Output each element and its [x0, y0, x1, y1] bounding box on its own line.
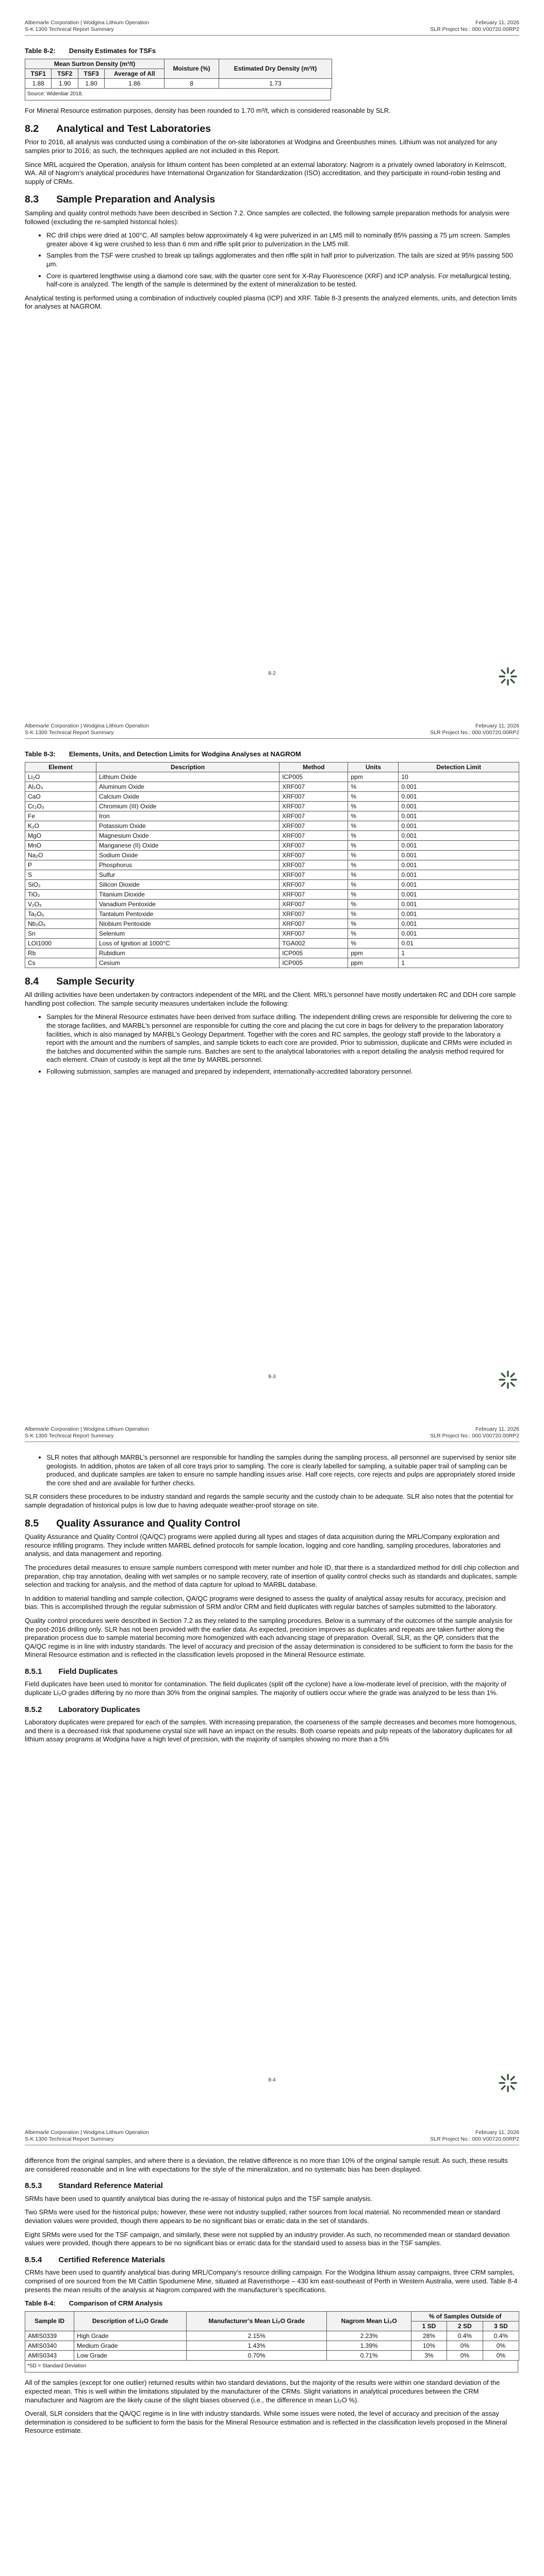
slr-logo-icon: [498, 1369, 518, 1390]
table-cell: Sn: [25, 928, 96, 938]
table-cell: 0.001: [399, 811, 519, 821]
table-row: [25, 958, 519, 968]
table-cell: Selenium: [96, 928, 279, 938]
col-header-dry-density: Estimated Dry Density (m³/t): [219, 59, 332, 78]
table-cell: 1.90: [52, 78, 78, 88]
list-item: • Samples from the TSF were crushed to break up tailings agglomerates and then riffle split in half prior to pulverization. The tails are sized at 95% passing 500 μm.: [46, 251, 519, 268]
header-project: SLR Project No.: 000.V00720.00RP2: [430, 730, 519, 736]
section-title: Sample Preparation and Analysis: [56, 194, 216, 206]
table-source: Source: Widenbar 2018.: [25, 89, 331, 101]
table-row: [25, 782, 519, 791]
table-row: [25, 2331, 519, 2341]
section-number: 8.3: [25, 194, 39, 206]
col-header-description: Description of Li₂O Grade: [74, 2311, 187, 2331]
table-caption-number: Table 8-3:: [25, 750, 56, 758]
paragraph: All drilling activities have been undertaken by contractors independent of the MRL and the Client. MRL’s personnel have mostly undertaken RC and DDH core sample handling post collection. The sample security measures undertaken include the following:: [25, 991, 516, 1007]
header-company: Albemarle Corporation | Wodgina Lithium Operation: [25, 2129, 149, 2136]
table-cell: Titanium Dioxide: [96, 889, 279, 899]
table-row: [25, 811, 519, 821]
table-cell: Cs: [25, 958, 96, 968]
table-cell: Aluminum Oxide: [96, 782, 279, 791]
subsection-number: 8.5.4: [25, 2255, 42, 2264]
table-cell: 1: [399, 958, 519, 968]
table-cell: %: [348, 821, 399, 831]
table-row: [25, 2341, 519, 2350]
table-cell: Rb: [25, 948, 96, 958]
table-cell: %: [348, 928, 399, 938]
table-cell: Iron: [96, 811, 279, 821]
table-cell: %: [348, 791, 399, 801]
header-project: SLR Project No.: 000.V00720.00RP2: [430, 26, 519, 32]
col-header-3sd: 3 SD: [483, 2321, 519, 2331]
table-cell: 0.001: [399, 899, 519, 909]
section-heading: [25, 977, 519, 986]
header-date: February 11, 2026: [475, 1426, 519, 1432]
table-cell: 0.70%: [187, 2350, 327, 2360]
table-cell: %: [348, 938, 399, 948]
table-cell: 0.001: [399, 860, 519, 870]
paragraph: The procedures detail measures to ensure sample numbers correspond with meter number and hole ID, that there is a standardized method for drill chip collection and preparation, chip tray annotation, dealing with wet samples or no sample recovery, rate of insertion of quality control checks such as standards and duplicates, sample selection and tracking for analysis, and the method of data capture for upload to MARBL database.: [25, 1563, 519, 1589]
col-header-nagrom-mean: Nagrom Mean Li₂O: [327, 2311, 411, 2331]
table-cell: Cr₂O₃: [25, 801, 96, 811]
paragraph: Analytical testing is performed using a combination of inductively coupled plasma (ICP) and XRF. Table 8-3 presents the analyzed elements, units, and detection limits for analyses at NAGROM.: [25, 294, 517, 311]
table-cell: 0.001: [399, 821, 519, 831]
table-cell: 1.43%: [187, 2341, 327, 2350]
paragraph: Overall, SLR considers that the QA/QC regime is in line with industry standards. While some issues were noted, the level of accuracy and precision of the assay determination is considered to be sufficient to form the basis for the Mineral Resource estimation and is reflected in the classification levels proposed in the Mineral Resource estimate.: [25, 2410, 507, 2435]
table-cell: Fe: [25, 811, 96, 821]
table-row: [25, 821, 519, 831]
table-cell: %: [348, 840, 399, 850]
table-cell: XRF007: [279, 840, 348, 850]
table-row: [25, 791, 519, 801]
bullet-list: [25, 1453, 519, 1487]
table-cell: Silicon Dioxide: [96, 879, 279, 889]
table-cell: 10%: [411, 2341, 447, 2350]
table-row: [25, 938, 519, 948]
table-cell: ICP005: [279, 948, 348, 958]
table-cell: XRF007: [279, 879, 348, 889]
table-cell: 1.39%: [327, 2341, 411, 2350]
table-cell: Al₂O₃: [25, 782, 96, 791]
header-company: Albemarle Corporation | Wodgina Lithium Operation: [25, 723, 149, 729]
slr-logo-icon: [498, 666, 518, 687]
table-cell: %: [348, 860, 399, 870]
crm-table: [25, 2311, 519, 2361]
subsection-heading: [25, 2256, 519, 2265]
table-cell: Phosphorus: [96, 860, 279, 870]
table-row: [25, 801, 519, 811]
table-cell: XRF007: [279, 860, 348, 870]
table-cell: %: [348, 889, 399, 899]
col-header-moisture: Moisture (%): [164, 59, 219, 78]
subsection-number: 8.5.2: [25, 1705, 42, 1714]
page-8-5: [0, 2110, 544, 2576]
table-caption-number: Table 8-4:: [25, 2299, 56, 2308]
table-cell: 1.73: [219, 78, 332, 88]
table-cell: 0.001: [399, 831, 519, 840]
table-cell: %: [348, 870, 399, 879]
page-8-3: [0, 703, 544, 1406]
table-cell: XRF007: [279, 899, 348, 909]
section-heading: [25, 195, 519, 204]
section-title: Quality Assurance and Quality Control: [56, 1517, 240, 1529]
table-cell: CaO: [25, 791, 96, 801]
table-cell: XRF007: [279, 928, 348, 938]
table-cell: %: [348, 850, 399, 860]
subsection-heading: [25, 1668, 519, 1676]
table-cell: V₂O₅: [25, 899, 96, 909]
col-header: Units: [348, 762, 399, 772]
elements-table: [25, 762, 519, 968]
col-header: Detection Limit: [399, 762, 519, 772]
table-cell: 0%: [447, 2341, 483, 2350]
paragraph: Eight SRMs were used for the TSF campaign, and similarly, these were not supplied by an industry provider. As such, no recommended mean or standard deviation values were provided, though there appears to be no significant bias or erratic data for the standard used to assess bias in the TSF samples.: [25, 2230, 510, 2247]
table-cell: 0.001: [399, 782, 519, 791]
subsection-number: 8.5.3: [25, 2181, 42, 2191]
paragraph: Prior to 2016, all analysis was conducted using a combination of the on-site laboratories at Wodgina and Greenbushes mines. Lithium was not analyzed for any samples prior to 2016; as such, the techniques applied are not included in this Report.: [25, 138, 498, 155]
col-header: Method: [279, 762, 348, 772]
table-row: [25, 831, 519, 840]
section-heading: [25, 1519, 519, 1528]
table-cell: ppm: [348, 958, 399, 968]
table-row: [25, 840, 519, 850]
table-caption-title: Elements, Units, and Detection Limits for Wodgina Analyses at NAGROM: [69, 750, 301, 758]
page-header: [25, 20, 519, 36]
table-cell: %: [348, 782, 399, 791]
page-number: 8-3: [268, 1374, 276, 1380]
table-caption-title: Comparison of CRM Analysis: [69, 2299, 163, 2308]
table-cell: 0.001: [399, 870, 519, 879]
col-header-tsf1: TSF1: [25, 69, 52, 78]
col-header-mean-density: Mean Surtron Density (m³/t): [25, 59, 164, 69]
table-note: *SD = Standard Deviation: [25, 2361, 518, 2373]
table-cell: 0.001: [399, 801, 519, 811]
table-cell: AMIS0339: [25, 2331, 74, 2341]
table-row: [25, 870, 519, 879]
table-cell: ICP005: [279, 958, 348, 968]
table-cell: 1.86: [105, 78, 164, 88]
list-item: • RC drill chips were dried at 100°C. All samples below approximately 4 kg were pulverized in an LM5 mill to nominally 85% passing a 75 μm screen. Samples greater above 4 kg were crushed to less than 6 mm and riffle split prior to pulverization in the LM5 mill.: [46, 231, 519, 248]
header-company: Albemarle Corporation | Wodgina Lithium Operation: [25, 1426, 149, 1432]
table-cell: Magnesium Oxide: [96, 831, 279, 840]
table-cell: 0.71%: [327, 2350, 411, 2360]
page-header: [25, 723, 519, 739]
table-cell: XRF007: [279, 782, 348, 791]
table-cell: XRF007: [279, 850, 348, 860]
table-caption-number: Table 8-2:: [25, 47, 56, 55]
table-cell: %: [348, 879, 399, 889]
subsection-heading: [25, 2182, 519, 2191]
paragraph: Field duplicates have been used to monitor for contamination. The field duplicates (split off the cyclone) have a low-moderate level of precision, with the majority of duplicate Li₂O grades differing by no more than 30% from the original samples. The majority of outliers occur where the grade was analyzed to be less than 1%.: [25, 1680, 506, 1697]
paragraph: Quality control procedures were described in Section 7.2 as they related to the sampling procedures. Below is a summary of the outcomes of the sample analysis for the post-2016 drilling only. SLR has not been provided with the earlier data. As expected, precision improves as duplicates and repeats are taken further along the preparation process due to sample material becoming more homogenized with each advancing stage of preparation. Overall, SLR, as the QP, considers that the QA/QC regime is in line with industry standards. The level of accuracy and precision of the assay determination is considered to be sufficient to form the basis for the Mineral Resource estimation and is reflected in the classification levels proposed in the Mineral Resource estimate.: [25, 1616, 513, 1659]
header-company: Albemarle Corporation | Wodgina Lithium Operation: [25, 20, 149, 26]
paragraph: For Mineral Resource estimation purposes, density has been rounded to 1.70 m³/t, which is considered reasonable by SLR.: [25, 107, 391, 115]
col-header-tsf2: TSF2: [52, 69, 78, 78]
table-cell: XRF007: [279, 919, 348, 928]
list-item: • Following submission, samples are managed and prepared by independent, internationally-accredited laboratory personnel.: [46, 1067, 519, 1076]
table-cell: Tantalum Pentoxide: [96, 909, 279, 919]
paragraph: SRMs have been used to quantify analytical bias during the re-assay of historical pulps and the TSF sample analysis.: [25, 2194, 372, 2202]
header-report: S-K 1300 Technical Report Summary: [25, 26, 114, 32]
table-cell: ICP005: [279, 772, 348, 782]
list-item: • SLR notes that although MARBL’s personnel are responsible for handling the samples during the sampling process, all personnel are supervised by senior site geologists. In addition, photos are taken of all core trays prior to sampling. The core is clearly labelled for sampling, a suitable paper trail of sampling can be produced, and duplicate samples are taken to ensure no sample handling issues arise. Half core rejects, core rejects and pulps are appropriately stored inside the core shed and are available for further checks.: [46, 1453, 519, 1487]
table-caption: [25, 2299, 519, 2308]
subsection-title: Laboratory Duplicates: [58, 1705, 140, 1714]
table-cell: 3%: [411, 2350, 447, 2360]
table-row: [25, 928, 519, 938]
table-cell: XRF007: [279, 870, 348, 879]
table-cell: 0.001: [399, 840, 519, 850]
table-cell: Manganese (II) Oxide: [96, 840, 279, 850]
col-header-1sd: 1 SD: [411, 2321, 447, 2331]
paragraph: Two SRMs were used for the historical pulps; however, these were not industry supplied, rather sources from local material. No recommended mean or standard deviation values were provided, though there appears to be no significant bias or erratic data in the set of standards.: [25, 2208, 500, 2225]
section-number: 8.4: [25, 975, 39, 987]
table-cell: XRF007: [279, 811, 348, 821]
table-cell: XRF007: [279, 831, 348, 840]
table-cell: 2.23%: [327, 2331, 411, 2341]
paragraph: All of the samples (except for one outlier) returned results within two standard deviations, but the majority of the results were within one standard deviation of the expected mean. This is well within the limitations stipulated by the manufacturer of the CRMs. Slight variations in analytical procedures between the CRM manufacturer and Nagrom are the likely cause of the slight biases observed (i.e., the difference in mean Li₂O %).: [25, 2379, 500, 2404]
col-header-2sd: 2 SD: [447, 2321, 483, 2331]
table-cell: Medium Grade: [74, 2341, 187, 2350]
table-cell: MnO: [25, 840, 96, 850]
header-project: SLR Project No.: 000.V00720.00RP2: [430, 1433, 519, 1439]
table-cell: 8: [164, 78, 219, 88]
table-cell: Niobium Pentoxide: [96, 919, 279, 928]
paragraph: Quality Assurance and Quality Control (QA/QC) programs were applied during all types and stages of data acquisition during the MRL/Company exploration and resource infilling programs. They include written MARBL defined protocols for sample location, logging and core handling, sampling procedures, laboratories and analysis, and data management and reporting.: [25, 1533, 501, 1558]
table-cell: 28%: [411, 2331, 447, 2341]
table-cell: Vanadium Pentoxide: [96, 899, 279, 909]
table-cell: 0.01: [399, 938, 519, 948]
table-cell: 10: [399, 772, 519, 782]
table-cell: 0.001: [399, 909, 519, 919]
subsection-title: Field Duplicates: [58, 1667, 118, 1676]
density-table: [25, 59, 332, 89]
paragraph: CRMs have been used to quantify analytical bias during MRL/Company’s resource drilling campaign. For the Wodgina lithium assay campaigns, three CRM samples, comprised of ore sourced from the Mt Cattlin Spodumene Mine, situated at Ravensthorpe – 430 km east-southeast of Perth in Western Australia, were used. Table 8-4 presents the mean results of the analysis at Nagrom compared with the manufacturer’s specifications.: [25, 2268, 518, 2294]
table-cell: 0.001: [399, 889, 519, 899]
table-cell: Nb₂O₅: [25, 919, 96, 928]
table-cell: Rubidium: [96, 948, 279, 958]
list-item: • Samples for the Mineral Resource estimates have been derived from surface drilling. The independent drilling crews are responsible for delivering the core to the storage facilities, and MARBL’s personnel are responsible for cutting the core and placing the cut core in bags for delivery to the preparation laboratory facilities, which is also managed by MARBL’s Geology Department. Together with the cores and RC samples, the geology staff provide to the laboratory a report with the amount and the numbers of samples, and sample tickets to each core are provided. Prior to submission, duplicate and CRMs were included in the batches and documented within the sample runs. Batches are sent to the analytical laboratories with a report detailing the analysis method required for each element. Chain of custody is kept all the time by MARBL personnel.: [46, 1013, 519, 1064]
table-cell: Ta₂O₅: [25, 909, 96, 919]
col-header-manufacturer-mean: Manufacturer’s Mean Li₂O Grade: [187, 2311, 327, 2331]
paragraph: Laboratory duplicates were prepared for each of the samples. With increasing preparation, the coarseness of the sample decreases and becomes more homogenous, and there is a decreased risk that spodumene crystal size will have an impact on the results. Both coarse repeats and pulp repeats of the laboratory duplicates for all lithium assay programs at Wodgina have a high level of precision, with the majority of samples showing no more than a 5%: [25, 1718, 517, 1743]
table-cell: Potassium Oxide: [96, 821, 279, 831]
table-cell: 0.001: [399, 791, 519, 801]
table-cell: Sulfur: [96, 870, 279, 879]
table-cell: XRF007: [279, 821, 348, 831]
table-caption-title: Density Estimates for TSFs: [69, 47, 156, 55]
table-cell: SiO₂: [25, 879, 96, 889]
section-heading: [25, 125, 519, 133]
table-row: [25, 78, 332, 88]
page-number: 8-4: [268, 2077, 276, 2083]
header-date: February 11, 2026: [475, 20, 519, 26]
table-cell: XRF007: [279, 909, 348, 919]
section-number: 8.5: [25, 1517, 39, 1529]
table-cell: 1: [399, 948, 519, 958]
header-date: February 11, 2026: [475, 723, 519, 729]
table-cell: XRF007: [279, 801, 348, 811]
table-cell: Na₂O: [25, 850, 96, 860]
section-title: Analytical and Test Laboratories: [56, 123, 211, 134]
table-cell: Li₂O: [25, 772, 96, 782]
table-cell: 0.001: [399, 919, 519, 928]
page-header: [25, 1426, 519, 1442]
table-row: [25, 899, 519, 909]
table-cell: ppm: [348, 772, 399, 782]
col-header-sample-id: Sample ID: [25, 2311, 74, 2331]
page-8-2: [0, 0, 544, 703]
bullet-list: [25, 231, 519, 289]
slr-logo-icon: [498, 2073, 518, 2093]
section-number: 8.2: [25, 123, 39, 134]
table-cell: TiO₂: [25, 889, 96, 899]
table-cell: 0.4%: [483, 2331, 519, 2341]
paragraph: Sampling and quality control methods have been described in Section 7.2. Once samples are collected, the following sample preparation methods for analysis were followed (excluding the re-sampled historical holes):: [25, 209, 510, 226]
table-cell: AMIS0340: [25, 2341, 74, 2350]
table-cell: Lithium Oxide: [96, 772, 279, 782]
table-row: [25, 850, 519, 860]
table-cell: 0.001: [399, 879, 519, 889]
table-cell: Low Grade: [74, 2350, 187, 2360]
page-8-4: [0, 1406, 544, 2110]
header-date: February 11, 2026: [475, 2129, 519, 2136]
table-cell: High Grade: [74, 2331, 187, 2341]
paragraph: difference from the original samples, and where there is a deviation, the relative difference is no more than 10% of the original sample result. As such, these results are considered reasonable and in line with expectations for the style of the mineralization, and no systematic bias has been displayed.: [25, 2157, 508, 2173]
subsection-title: Certified Reference Materials: [58, 2255, 166, 2264]
table-row: [25, 860, 519, 870]
header-report: S-K 1300 Technical Report Summary: [25, 2136, 114, 2142]
table-cell: P: [25, 860, 96, 870]
paragraph: In addition to material handling and sample collection, QA/QC programs were designed to assess the quality of analytical assay results for accuracy, precision and bias. This is accomplished through the regular submission of SRM and/or CRM and field duplicates with regular batches of samples submitted to the laboratory.: [25, 1594, 506, 1611]
table-cell: 2.15%: [187, 2331, 327, 2341]
table-cell: TGA002: [279, 938, 348, 948]
table-cell: 1.88: [25, 78, 52, 88]
list-item: • Core is quartered lengthwise using a diamond core saw, with the quarter core sent for X-Ray Fluorescence (XRF) and ICP analysis. For metallurgical testing, half-core is analyzed. The length of the sample is determined by the extent of mineralization to be tested.: [46, 272, 519, 289]
table-cell: XRF007: [279, 791, 348, 801]
subsection-heading: [25, 1706, 519, 1715]
table-cell: 0%: [447, 2350, 483, 2360]
table-cell: Cesium: [96, 958, 279, 968]
page-header: [25, 2129, 519, 2145]
table-cell: Loss of Ignition at 1000°C: [96, 938, 279, 948]
table-cell: %: [348, 919, 399, 928]
table-cell: %: [348, 801, 399, 811]
table-cell: %: [348, 811, 399, 821]
table-cell: 0%: [483, 2341, 519, 2350]
table-cell: AMIS0343: [25, 2350, 74, 2360]
header-report: S-K 1300 Technical Report Summary: [25, 1433, 114, 1439]
col-header-pct-outside: % of Samples Outside of: [411, 2311, 519, 2321]
header-project: SLR Project No.: 000.V00720.00RP2: [430, 2136, 519, 2142]
table-row: [25, 772, 519, 782]
table-row: [25, 948, 519, 958]
table-cell: 0.4%: [447, 2331, 483, 2341]
table-cell: 0.001: [399, 928, 519, 938]
col-header-average: Average of All: [105, 69, 164, 78]
table-cell: LOI1000: [25, 938, 96, 948]
section-title: Sample Security: [56, 975, 135, 987]
paragraph: SLR considers these procedures to be industry standard and regards the sample security and the custody chain to be adequate. SLR also notes that the potential for sample degradation of historical pulps is low due to having adequate weather-proof storage on site.: [25, 1493, 514, 1509]
table-row: [25, 879, 519, 889]
table-cell: Calcium Oxide: [96, 791, 279, 801]
col-header-tsf3: TSF3: [78, 69, 104, 78]
page-number: 8-2: [268, 671, 276, 676]
table-cell: S: [25, 870, 96, 879]
table-cell: %: [348, 899, 399, 909]
table-row: [25, 909, 519, 919]
table-cell: ppm: [348, 948, 399, 958]
subsection-title: Standard Reference Material: [58, 2181, 163, 2191]
col-header: Element: [25, 762, 96, 772]
bullet-list: [25, 1013, 519, 1076]
table-row: [25, 889, 519, 899]
table-cell: K₂O: [25, 821, 96, 831]
table-cell: XRF007: [279, 889, 348, 899]
paragraph: Since MRL acquired the Operation, analysis for lithium content has been completed at an external laboratory. Nagrom is a privately owned laboratory in Kelmscott, WA. All of Nagrom’s analytical procedures have International Organization for Standardization (ISO) accreditation, and they participate in round-robin testing and supply of CRMs.: [25, 160, 506, 185]
table-cell: Sodium Oxide: [96, 850, 279, 860]
table-row: [25, 2350, 519, 2360]
table-cell: Chromium (III) Oxide: [96, 801, 279, 811]
table-cell: 0%: [483, 2350, 519, 2360]
table-caption: [25, 750, 519, 759]
table-cell: 1.80: [78, 78, 104, 88]
col-header: Description: [96, 762, 279, 772]
subsection-number: 8.5.1: [25, 1667, 42, 1676]
table-cell: %: [348, 909, 399, 919]
table-cell: %: [348, 831, 399, 840]
header-report: S-K 1300 Technical Report Summary: [25, 730, 114, 736]
table-cell: 0.001: [399, 850, 519, 860]
table-cell: MgO: [25, 831, 96, 840]
table-row: [25, 919, 519, 928]
table-caption: [25, 47, 519, 56]
